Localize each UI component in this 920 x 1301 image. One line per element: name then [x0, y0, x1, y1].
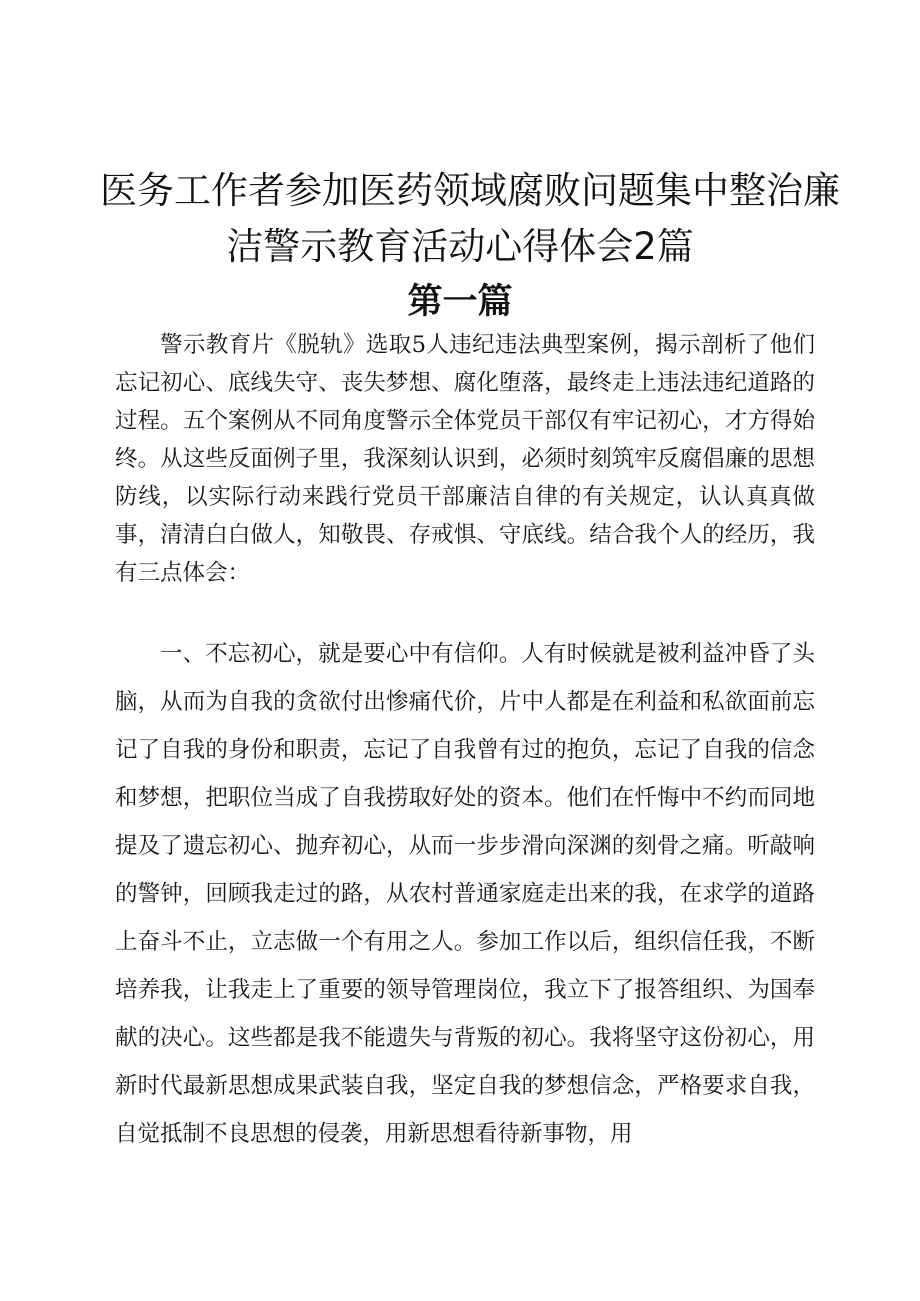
document-title-line-1: 医务工作者参加医药领域腐败问题集中整治廉	[100, 169, 840, 212]
paragraph-intro: 警示教育片《脱轨》选取5人违纪违法典型案例，揭示剖析了他们忘记初心、底线失守、丧失梦想、腐化堕落，最终走上违法违纪道路的过程。五个案例从不同角度警示全体党员干部仅有牢记初心，才方得始终。从这些反面例子里，我深刻认识到，必须时刻筑牢反腐倡廉的思想防线，以实际行动来践行党员干部廉洁自律的有关规定，认认真真做事，清清白白做人，知敬畏、存戒惧、守底线。结合我个人的经历，我有三点体会：	[115, 332, 815, 586]
paragraph-point-one: 一、不忘初心，就是要心中有信仰。人有时候就是被利益冲昏了头脑，从而为自我的贪欲付出惨痛代价，片中人都是在利益和私欲面前忘记了自我的身份和职责，忘记了自我曾有过的抱负，忘记了自我的信念和梦想，把职位当成了自我捞取好处的资本。他们在忏悔中不约而同地提及了遗忘初心、抛弃初心，从而一步步滑向深渊的刻骨之痛。听敲响的警钟，回顾我走过的路，从农村普通家庭走出来的我，在求学的道路上奋斗不止，立志做一个有用之人。参加工作以后，组织信任我，不断培养我，让我走上了重要的领导管理岗位，我立下了报答组织、为国奉献的决心。这些都是我不能遗失与背叛的初心。我将坚守这份初心，用新时代最新思想成果武装自我，坚定自我的梦想信念，严格要求自我，自觉抵制不良思想的侵袭，用新思想看待新事物，用	[115, 641, 815, 1147]
section-heading: 第一篇	[407, 282, 513, 322]
document-title-line-2: 洁警示教育活动心得体会2篇	[226, 225, 694, 268]
